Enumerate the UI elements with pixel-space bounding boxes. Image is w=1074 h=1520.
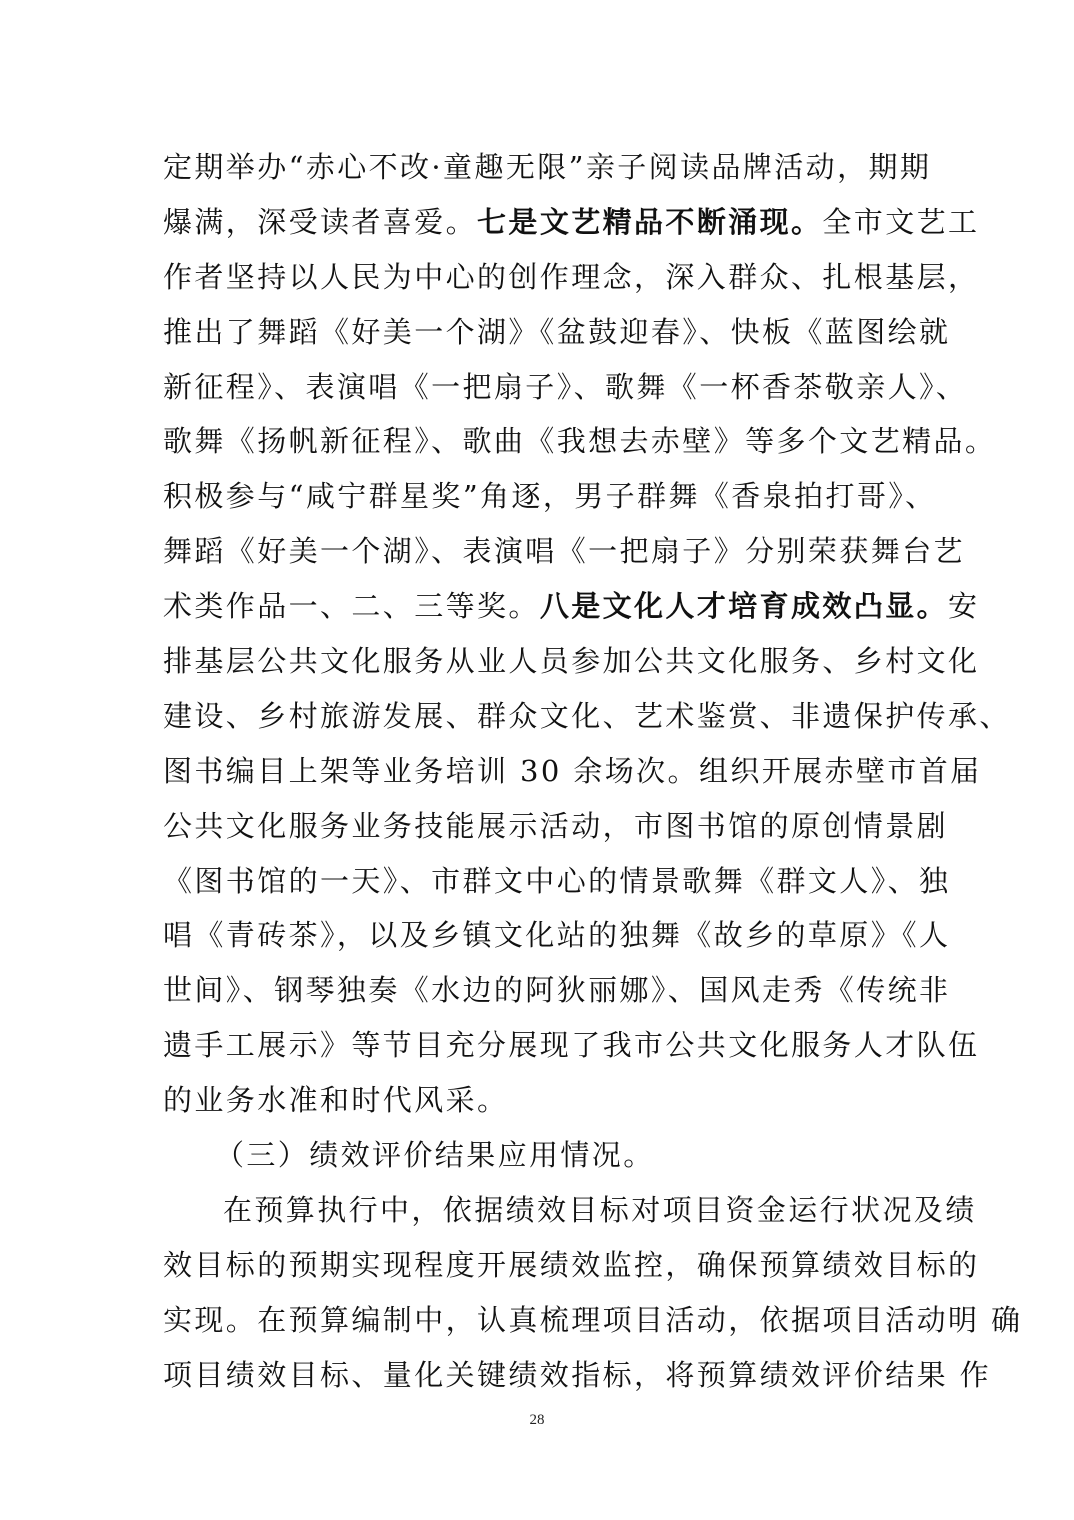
text-line-10: 排基层公共文化服务从业人员参加公共文化服务、乡村文化 (163, 644, 980, 679)
bold-heading-eight: 八是文化人才培育成效凸显。 (539, 589, 949, 624)
text-line-21: 效目标的预期实现程度开展绩效监控，确保预算绩效目标的 (163, 1247, 980, 1282)
text-line-14: 《图书馆的一天》、市群文中心的情景歌舞《群文人》、独 (163, 863, 951, 898)
text-line-18: 的业务水准和时代风采。 (163, 1083, 509, 1118)
body-text (163, 140, 1023, 1402)
text-line-9: 术类作品一、二、三等奖。八是文化人才培育成效凸显。安 (163, 589, 980, 624)
text-line-20: 在预算执行中，依据绩效目标对项目资金运行状况及绩 (223, 1192, 977, 1227)
text-line-15: 唱《青砖茶》，以及乡镇文化站的独舞《故乡的草原》《人 (163, 918, 951, 953)
text-line-7: 积极参与“咸宁群星奖”角逐，男子群舞《香泉拍打哥》、 (163, 479, 937, 514)
text-line-8: 舞蹈《好美一个湖》、表演唱《一把扇子》分别荣获舞台艺 (163, 534, 965, 569)
page-number: 28 (529, 1412, 545, 1428)
text-line-13: 公共文化服务业务技能展示活动，市图书馆的原创情景剧 (163, 808, 949, 843)
bold-heading-seven: 七是文艺精品不断涌现。 (477, 204, 823, 239)
text-line-11: 建设、乡村旅游发展、群众文化、艺术鉴赏、非遗保护传承、 (163, 698, 1011, 733)
text-line-16: 世间》、钢琴独奏《水边的阿狄丽娜》、国风走秀《传统非 (163, 973, 951, 1008)
text-line-12: 图书编目上架等业务培训 30 余场次。组织开展赤壁市首届 (163, 753, 982, 788)
text-line-2: 爆满，深受读者喜爱。七是文艺精品不断涌现。全市文艺工 (163, 204, 980, 239)
text-line-4: 推出了舞蹈《好美一个湖》《盆鼓迎春》、快板《蓝图绘就 (163, 314, 951, 349)
text-line-3: 作者坚持以人民为中心的创作理念，深入群众、扎根基层， (163, 259, 980, 294)
text-line-6: 歌舞《扬帆新征程》、歌曲《我想去赤壁》等多个文艺精品。 (163, 424, 997, 459)
text-line-22: 实现。在预算编制中，认真梳理项目活动，依据项目活动明 确 (163, 1302, 1023, 1337)
section-subheading: （三）绩效评价结果应用情况。 (215, 1138, 655, 1173)
text-line-5: 新征程》、表演唱《一把扇子》、歌舞《一杯香茶敬亲人》、 (163, 369, 968, 404)
text-line-17: 遗手工展示》等节目充分展现了我市公共文化服务人才队伍 (163, 1028, 980, 1063)
text-line-23: 项目绩效目标、量化关键绩效指标，将预算绩效评价结果 作 (163, 1357, 992, 1392)
text-line-1: 定期举办“赤心不改·童趣无限”亲子阅读品牌活动，期期 (163, 150, 932, 184)
